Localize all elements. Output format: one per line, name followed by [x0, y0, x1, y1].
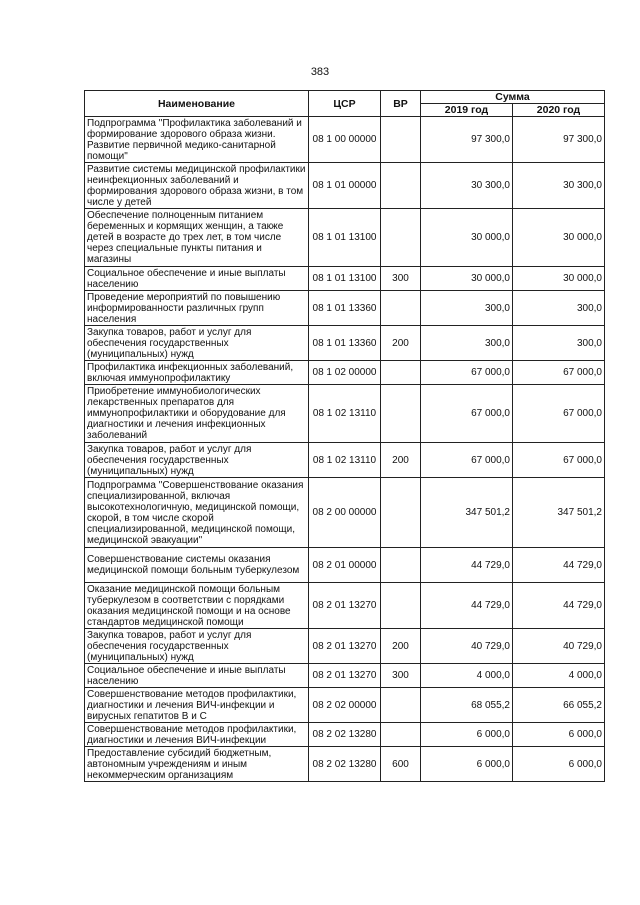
- row-amount-2019: 97 300,0: [421, 117, 513, 163]
- row-name: Развитие системы медицинской профилактики неинфекционных заболеваний и формирования здорового образа жизни, в том числе у детей: [85, 163, 309, 209]
- table-row: [85, 723, 605, 747]
- row-amount-2019: 40 729,0: [421, 629, 513, 664]
- row-name: Закупка товаров, работ и услуг для обеспечения государственных (муниципальных) нужд: [85, 443, 309, 478]
- row-amount-2020: 30 300,0: [513, 163, 605, 209]
- row-vr-code: [381, 291, 421, 326]
- row-amount-2019: 44 729,0: [421, 548, 513, 583]
- row-vr-code: 200: [381, 326, 421, 361]
- row-vr-code: 300: [381, 267, 421, 291]
- row-name: Совершенствование методов профилактики, диагностики и лечения ВИЧ-инфекции и вирусных гепатитов В и С: [85, 688, 309, 723]
- table-row: [85, 163, 605, 209]
- row-csr-code: 08 2 01 13270: [309, 629, 381, 664]
- row-amount-2020: 300,0: [513, 326, 605, 361]
- row-csr-code: 08 1 02 13110: [309, 385, 381, 443]
- row-csr-code: 08 1 01 13100: [309, 267, 381, 291]
- row-amount-2019: 6 000,0: [421, 747, 513, 782]
- table-row: [85, 664, 605, 688]
- row-amount-2020: 6 000,0: [513, 723, 605, 747]
- row-name: Подпрограмма "Совершенствование оказания специализированной, включая высокотехнологичную, медицинской помощи, скорой, в том числе скорой специализированной, медицинской помощи, медицинской эвакуации": [85, 478, 309, 548]
- row-amount-2020: 97 300,0: [513, 117, 605, 163]
- row-name: Закупка товаров, работ и услуг для обеспечения государственных (муниципальных) нужд: [85, 629, 309, 664]
- table-row: [85, 688, 605, 723]
- row-amount-2019: 30 000,0: [421, 209, 513, 267]
- row-amount-2019: 44 729,0: [421, 583, 513, 629]
- row-amount-2019: 68 055,2: [421, 688, 513, 723]
- row-name: Приобретение иммунобиологических лекарственных препаратов для иммунопрофилактики и оборудование для диагностики и лечения инфекционных заболеваний: [85, 385, 309, 443]
- row-csr-code: 08 1 01 13100: [309, 209, 381, 267]
- row-amount-2020: 6 000,0: [513, 747, 605, 782]
- table-row: [85, 747, 605, 782]
- row-amount-2019: 300,0: [421, 291, 513, 326]
- row-amount-2020: 44 729,0: [513, 548, 605, 583]
- row-amount-2019: 6 000,0: [421, 723, 513, 747]
- row-name: Оказание медицинской помощи больным туберкулезом в соответствии с порядками оказания медицинской помощи и на основе стандартов медицинской помощи: [85, 583, 309, 629]
- row-amount-2019: 67 000,0: [421, 385, 513, 443]
- header-name: Наименование: [85, 91, 309, 117]
- table-row: [85, 385, 605, 443]
- row-amount-2019: 347 501,2: [421, 478, 513, 548]
- row-vr-code: [381, 478, 421, 548]
- row-vr-code: [381, 583, 421, 629]
- row-amount-2020: 67 000,0: [513, 443, 605, 478]
- row-csr-code: 08 2 02 00000: [309, 688, 381, 723]
- row-vr-code: 600: [381, 747, 421, 782]
- row-amount-2020: 30 000,0: [513, 267, 605, 291]
- row-amount-2019: 67 000,0: [421, 443, 513, 478]
- row-csr-code: 08 2 02 13280: [309, 723, 381, 747]
- row-csr-code: 08 2 01 13270: [309, 583, 381, 629]
- row-csr-code: 08 2 01 13270: [309, 664, 381, 688]
- row-name: Проведение мероприятий по повышению информированности различных групп населения: [85, 291, 309, 326]
- row-vr-code: [381, 163, 421, 209]
- row-name: Подпрограмма "Профилактика заболеваний и формирование здорового образа жизни. Развитие первичной медико-санитарной помощи": [85, 117, 309, 163]
- table-row: [85, 267, 605, 291]
- row-vr-code: [381, 548, 421, 583]
- row-csr-code: 08 1 02 13110: [309, 443, 381, 478]
- row-amount-2019: 30 300,0: [421, 163, 513, 209]
- row-vr-code: 200: [381, 443, 421, 478]
- row-name: Предоставление субсидий бюджетным, автономным учреждениям и иным некоммерческим организациям: [85, 747, 309, 782]
- row-name: Социальное обеспечение и иные выплаты населению: [85, 267, 309, 291]
- row-name: Профилактика инфекционных заболеваний, включая иммунопрофилактику: [85, 361, 309, 385]
- row-amount-2019: 67 000,0: [421, 361, 513, 385]
- row-vr-code: [381, 385, 421, 443]
- row-csr-code: 08 2 01 00000: [309, 548, 381, 583]
- row-name: Обеспечение полноценным питанием беременных и кормящих женщин, а также детей в возрасте до трех лет, в том числе через специальные пункты питания и магазины: [85, 209, 309, 267]
- header-year-2019: 2019 год: [421, 104, 513, 117]
- row-amount-2020: 44 729,0: [513, 583, 605, 629]
- page-number: 383: [310, 66, 330, 78]
- row-vr-code: 200: [381, 629, 421, 664]
- header-year-2020: 2020 год: [513, 104, 605, 117]
- budget-table: [84, 90, 605, 782]
- table-row: [85, 548, 605, 583]
- row-amount-2020: 66 055,2: [513, 688, 605, 723]
- row-vr-code: [381, 688, 421, 723]
- header-vr: ВР: [381, 91, 421, 117]
- row-amount-2020: 4 000,0: [513, 664, 605, 688]
- row-amount-2019: 30 000,0: [421, 267, 513, 291]
- row-amount-2019: 300,0: [421, 326, 513, 361]
- table-row: [85, 291, 605, 326]
- row-amount-2020: 67 000,0: [513, 361, 605, 385]
- row-amount-2020: 300,0: [513, 291, 605, 326]
- row-name: Совершенствование системы оказания медицинской помощи больным туберкулезом: [85, 548, 309, 583]
- row-amount-2019: 4 000,0: [421, 664, 513, 688]
- row-amount-2020: 40 729,0: [513, 629, 605, 664]
- table-row: [85, 209, 605, 267]
- row-csr-code: 08 2 02 13280: [309, 747, 381, 782]
- table-row: [85, 629, 605, 664]
- row-csr-code: 08 2 00 00000: [309, 478, 381, 548]
- row-csr-code: 08 1 01 13360: [309, 291, 381, 326]
- header-csr: ЦСР: [309, 91, 381, 117]
- row-csr-code: 08 1 01 13360: [309, 326, 381, 361]
- row-csr-code: 08 1 02 00000: [309, 361, 381, 385]
- header-sum: Сумма: [421, 91, 605, 104]
- row-vr-code: [381, 209, 421, 267]
- row-name: Совершенствование методов профилактики, диагностики и лечения ВИЧ-инфекции: [85, 723, 309, 747]
- row-vr-code: [381, 723, 421, 747]
- table-row: [85, 478, 605, 548]
- row-csr-code: 08 1 00 00000: [309, 117, 381, 163]
- row-vr-code: 300: [381, 664, 421, 688]
- row-amount-2020: 30 000,0: [513, 209, 605, 267]
- row-vr-code: [381, 361, 421, 385]
- row-amount-2020: 67 000,0: [513, 385, 605, 443]
- table-row: [85, 326, 605, 361]
- table-row: [85, 117, 605, 163]
- row-amount-2020: 347 501,2: [513, 478, 605, 548]
- table-row: [85, 361, 605, 385]
- table-row: [85, 443, 605, 478]
- row-name: Закупка товаров, работ и услуг для обеспечения государственных (муниципальных) нужд: [85, 326, 309, 361]
- row-vr-code: [381, 117, 421, 163]
- row-csr-code: 08 1 01 00000: [309, 163, 381, 209]
- table-row: [85, 583, 605, 629]
- row-name: Социальное обеспечение и иные выплаты населению: [85, 664, 309, 688]
